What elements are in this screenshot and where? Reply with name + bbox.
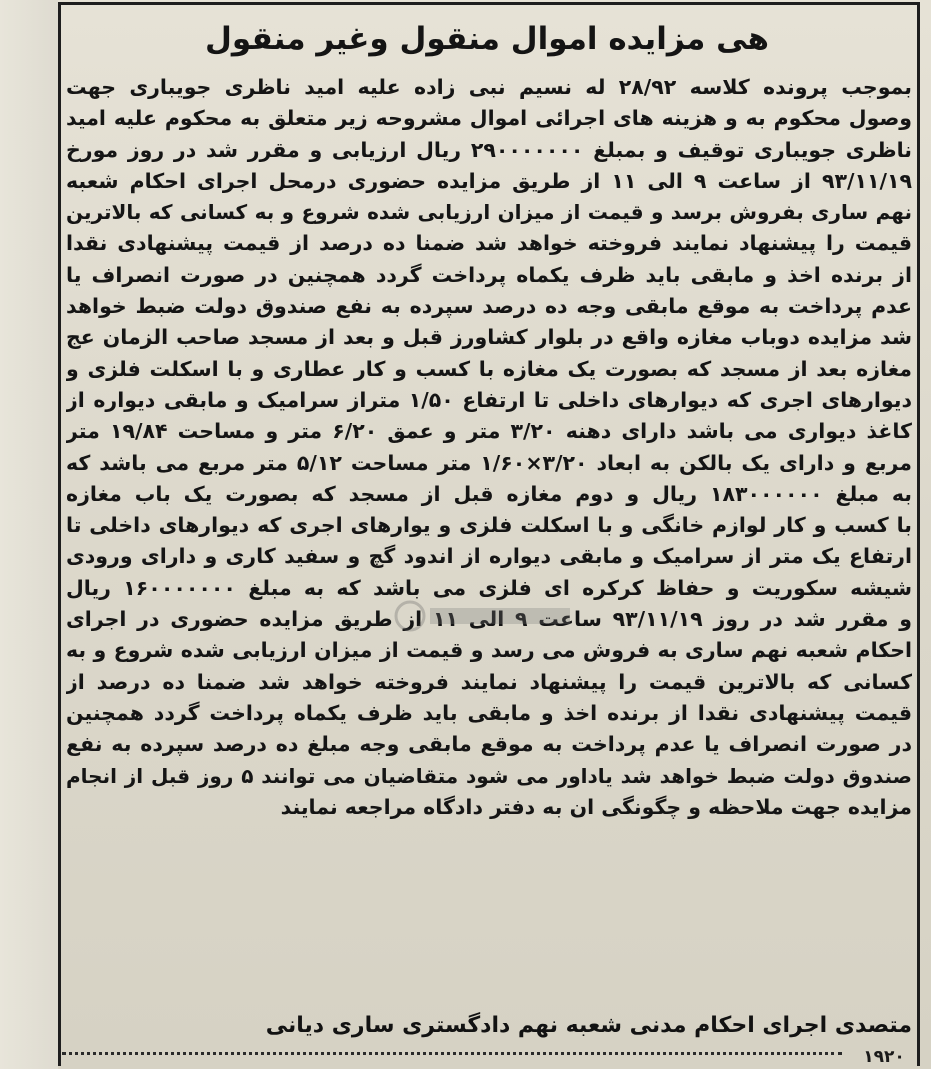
page-margin (0, 0, 58, 1069)
notice-code: ۱۹۲۰ (863, 1047, 905, 1067)
notice-title: هی مزایده اموال منقول وغیر منقول (205, 21, 769, 57)
notice-line: ارتفاع یک متر از سرامیک و مابقی دیواره از اندود گچ و سفید کاری و دارای ورودی (66, 544, 912, 569)
notice-line: و مقرر شد در روز ۹۳/۱۱/۱۹ ساعت ۹ الی ۱۱ از طریق مزایده حضوری در اجرای (66, 607, 912, 632)
notice-line: قیمت را پیشنهاد نمایند فروخته خواهد شد ضمنا ده درصد از قیمت پیشنهادی نقدا (66, 231, 912, 256)
notice-line: صندوق دولت ضبط خواهد شد یاداور می شود متقاضیان می توانند ۵ روز قبل از انجام (66, 763, 912, 788)
notice-line: وصول محکوم به و هزینه های اجرائی اموال مشروحه زیر متعلق به محکوم علیه امید (66, 106, 912, 131)
notice-line: به مبلغ ۱۸۳۰۰۰۰۰۰ ریال و دوم مغازه قبل از مسجد که بصورت یک باب مغازه (66, 481, 912, 506)
notice-line: احکام شعبه نهم ساری به فروش می رسد و قیمت از میزان ارزیابی شده شروع و به (66, 638, 912, 663)
notice-line: مربع و دارای یک بالکن به ابعاد ۳/۲۰×۱/۶۰ متر مساحت ۵/۱۲ متر مربع می باشد که (66, 450, 912, 475)
notice-line: قیمت پیشنهادی نقدا از برنده اخذ و مابقی باید ظرف یکماه پرداخت گردد همچنین (66, 700, 912, 725)
notice-signature: متصدی اجرای احکام مدنی شعبه نهم دادگستری ساری دیانی (265, 1013, 912, 1038)
notice-line: کاغذ دیواری می باشد دارای دهنه ۳/۲۰ متر و عمق ۶/۲۰ متر و مساحت ۱۹/۸۴ متر (66, 419, 912, 444)
notice-line: بموجب پرونده کلاسه ۲۸/۹۲ له نسیم نبی زاده علیه امید ناظری جویباری جهت (66, 75, 912, 99)
notice-line: ناظری جویباری توقیف و بمبلغ ۲۹۰۰۰۰۰۰۰ ریال ارزیابی و مقرر شد در روز مورخ (66, 137, 912, 162)
notice-line: با کسب و کار لوازم خانگی و با اسکلت فلزی و یوارهای اجری که دیوارهای داخلی تا (66, 513, 912, 538)
notice-line: عدم پرداخت به موقع مابقی وجه ده درصد سپرده به نفع صندوق دولت ضبط خواهد (66, 294, 912, 319)
notice-line: نهم ساری بفروش برسد و قیمت از میزان ارزیابی شده شروع و به کسانی که بالاترین (66, 200, 912, 225)
notice-line: دیوارهای اجری که دیوارهای داخلی تا ارتفاع ۱/۵۰ متراز سرامیک و مابقی دیواره از (66, 387, 912, 412)
notice-line: مزایده جهت ملاحظه و چگونگی ان به دفتر دادگاه مراجعه نمایند (280, 794, 912, 819)
notice-line: شد مزایده دوباب مغازه واقع در بلوار کشاورز قبل و بعد از مسجد صاحب الزمان عج (66, 325, 912, 350)
notice-line: شیشه سکوریت و حفاظ کرکره ای فلزی می باشد که به مبلغ ۱۶۰۰۰۰۰۰۰ ریال (66, 575, 912, 600)
dotted-divider (62, 1052, 842, 1055)
notice-line: از برنده اخذ و مابقی باید ظرف یکماه پرداخت گردد همچنین در صورت انصراف یا (66, 262, 912, 287)
notice-line: مغازه بعد از مسجد که بصورت یک مغازه با کسب و کار عطاری و با اسکلت فلزی و (66, 356, 912, 381)
notice-line: در صورت انصراف یا عدم پرداخت به موقع مابقی وجه مبلغ ده درصد سپرده به نفع (66, 732, 912, 757)
notice-line: کسانی که بالاترین قیمت را پیشنهاد نمایند فروخته خواهد شد ضمنا ده درصد از (66, 669, 912, 694)
notice-line: ۹۳/۱۱/۱۹ از ساعت ۹ الی ۱۱ از طریق مزایده حضوری درمحل اجرای احکام شعبه (66, 168, 912, 193)
notice-body (66, 72, 912, 823)
